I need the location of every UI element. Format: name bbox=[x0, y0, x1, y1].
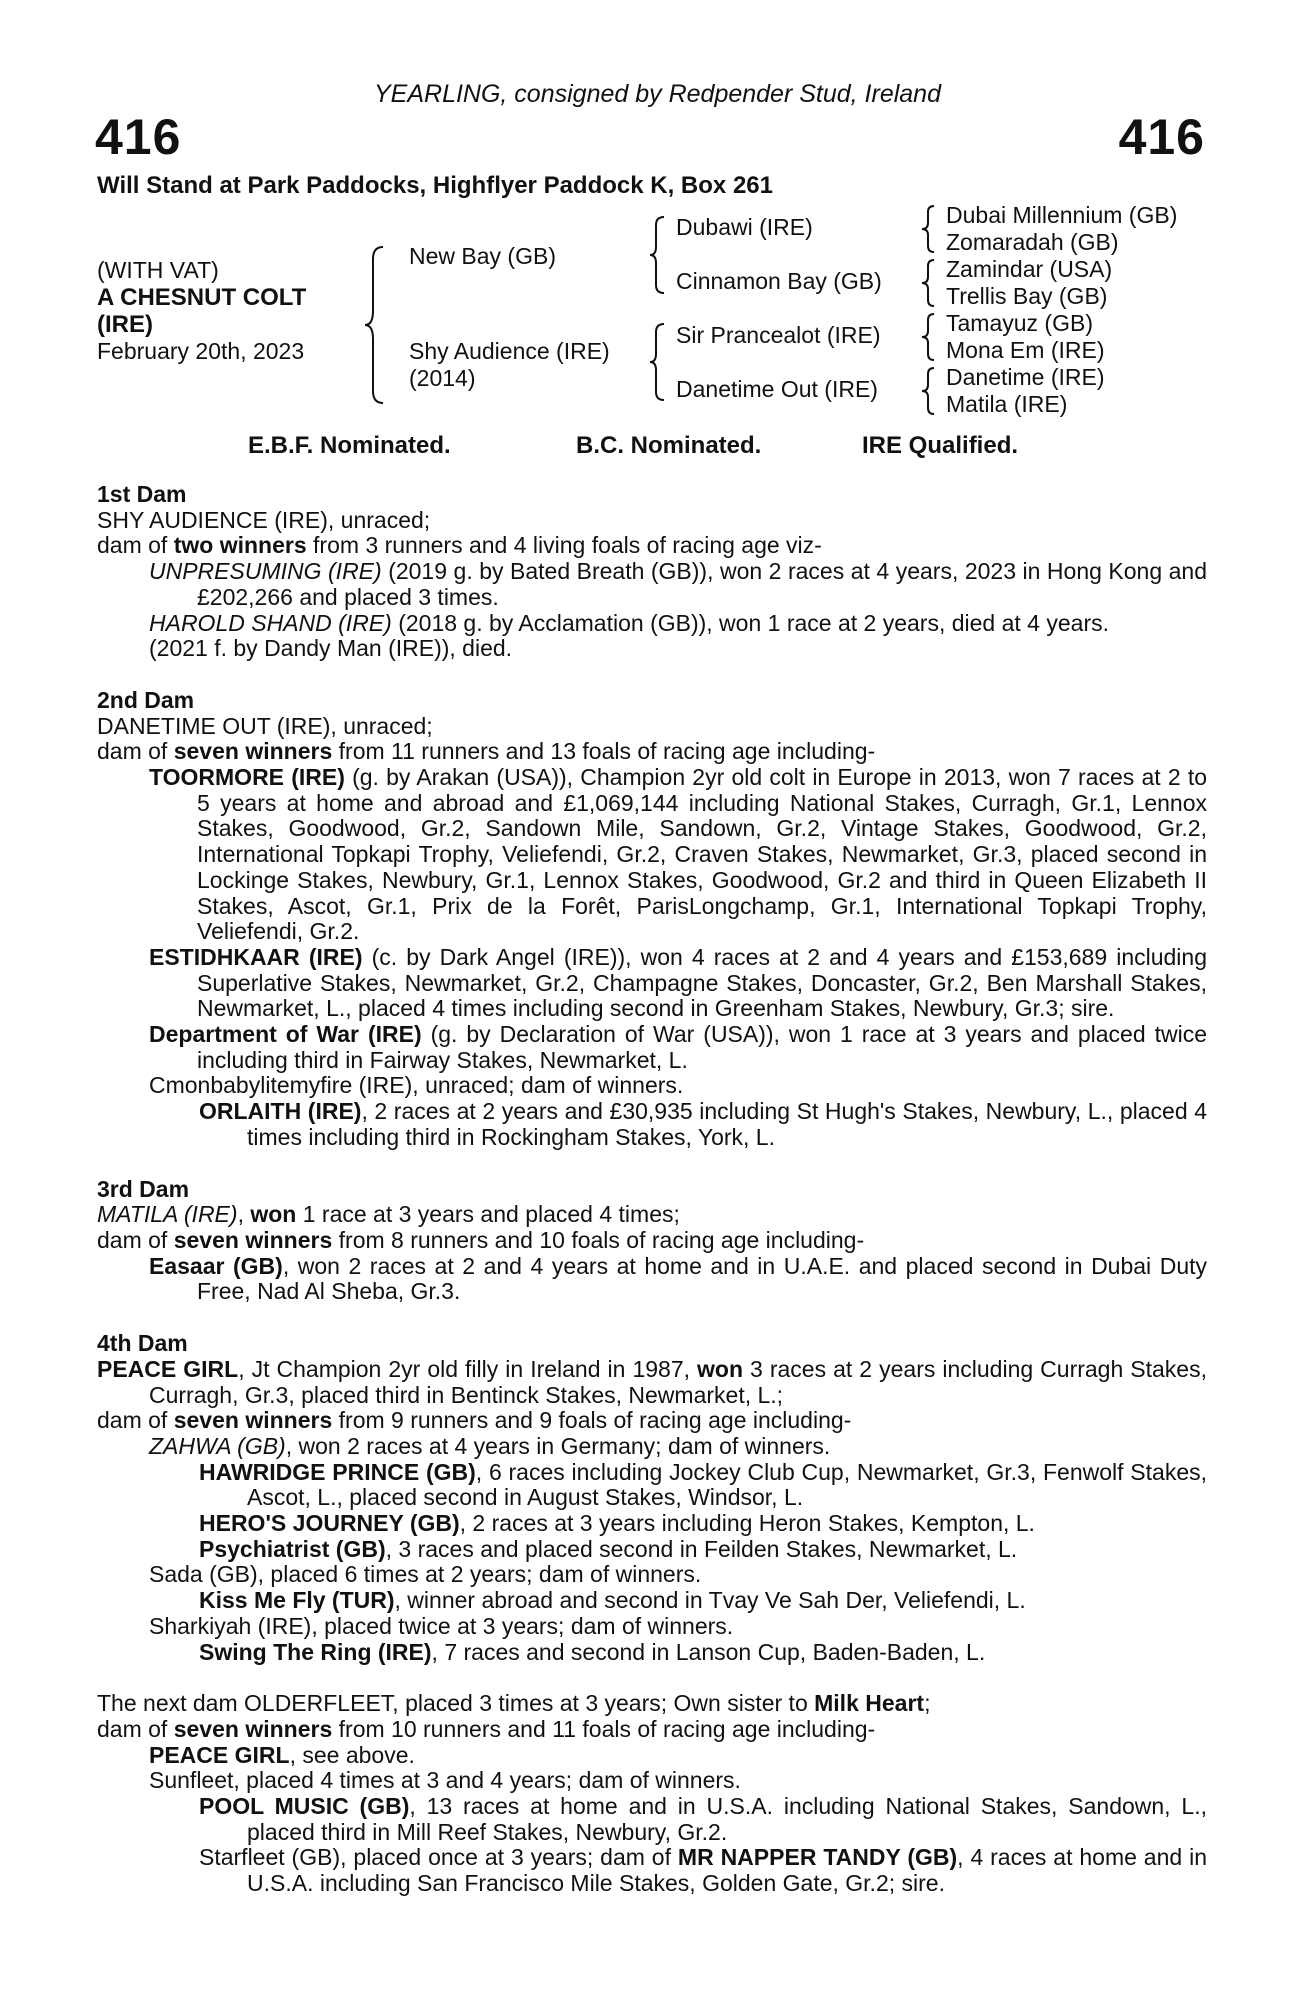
dam-dam: Danetime Out (IRE) bbox=[676, 376, 878, 402]
lot-number-left: 416 bbox=[95, 109, 182, 165]
sire: New Bay (GB) bbox=[409, 243, 556, 269]
next-dam-produce-summary: dam of seven winners from 10 runners and 11 foals of racing age including- bbox=[97, 1715, 876, 1742]
stand-location: Will Stand at Park Paddocks, Highflyer Paddock K, Box 261 bbox=[97, 172, 773, 199]
ssd: Zomaradah (GB) bbox=[946, 229, 1119, 255]
brace-dd bbox=[922, 366, 942, 416]
dam-sire: Sir Prancealot (IRE) bbox=[676, 322, 881, 348]
produce-estidhkaar: ESTIDHKAAR (IRE) (c. by Dark Angel (IRE)), won 4 races at 2 and 4 years and £153,689 including Superlative Stakes, Newmarket, Gr.2, Champagne Stakes, Doncaster, Gr.2, Ben Marshall Stakes, Newmarket, L., placed 4 times including second in Greenham Stakes, Newbury, Gr.3; sire. bbox=[149, 943, 1207, 1022]
produce-2021-filly: (2021 f. by Dandy Man (IRE)), died. bbox=[149, 635, 513, 662]
produce-sada: Sada (GB), placed 6 times at 2 years; dam of winners. bbox=[149, 1561, 702, 1588]
produce-peace-girl: PEACE GIRL, see above. bbox=[149, 1741, 415, 1768]
produce-easaar: Easaar (GB), won 2 races at 2 and 4 years at home and in U.A.E. and placed second in Dubai Duty Free, Nad Al Sheba, Gr.3. bbox=[149, 1252, 1207, 1305]
brace-dam bbox=[650, 322, 672, 402]
brace-sire bbox=[650, 215, 672, 295]
dam-line1: Shy Audience (IRE) bbox=[409, 338, 610, 364]
produce-sunfleet: Sunfleet, placed 4 times at 3 and 4 years; dam of winners. bbox=[149, 1767, 741, 1794]
second-dam-heading: 2nd Dam bbox=[97, 686, 195, 713]
produce-pool-music: POOL MUSIC (GB), 13 races at home and in U.S.A. including National Stakes, Sandown, L., placed third in Mill Reef Stakes, Newbury, Gr.2. bbox=[199, 1793, 1207, 1845]
fourth-dam-peace-girl: PEACE GIRL, Jt Champion 2yr old filly in Ireland in 1987, won 3 races at 2 years including Curragh Stakes, Curragh, Gr.3, placed third in Bentinck Stakes, Newmarket, L.; bbox=[97, 1355, 1207, 1408]
ddd: Matila (IRE) bbox=[946, 391, 1068, 417]
sdd: Trellis Bay (GB) bbox=[946, 283, 1108, 309]
produce-zahwa: ZAHWA (GB), won 2 races at 4 years in Germany; dam of winners. bbox=[149, 1432, 831, 1459]
lot-number-right: 416 bbox=[1118, 109, 1205, 165]
vat-note: (WITH VAT) bbox=[97, 257, 219, 283]
third-dam-heading: 3rd Dam bbox=[97, 1175, 190, 1202]
brace-main bbox=[365, 245, 395, 405]
produce-orlaith: ORLAITH (IRE), 2 races at 2 years and £30,935 including St Hugh's Stakes, Newbury, L., placed 4 times including third in Rockingham Stakes, York, L. bbox=[199, 1098, 1207, 1150]
brace-ds bbox=[922, 312, 942, 362]
sss: Dubai Millennium (GB) bbox=[946, 202, 1178, 228]
produce-harold-shand: HAROLD SHAND (IRE) (2018 g. by Acclamation (GB)), won 1 race at 2 years, died at 4 years. bbox=[149, 609, 1109, 636]
first-dam-heading: 1st Dam bbox=[97, 481, 187, 507]
dsd: Mona Em (IRE) bbox=[946, 337, 1105, 363]
sire-sire: Dubawi (IRE) bbox=[676, 214, 813, 240]
fourth-dam-heading: 4th Dam bbox=[97, 1330, 188, 1357]
next-dam-line: The next dam OLDERFLEET, placed 3 times at 3 years; Own sister to Milk Heart; bbox=[97, 1690, 931, 1717]
ire-qualified: IRE Qualified. bbox=[862, 432, 1019, 459]
produce-psychiatrist: Psychiatrist (GB), 3 races and placed second in Feilden Stakes, Newmarket, L. bbox=[199, 1535, 1018, 1562]
produce-cmonbabylitemyfire: Cmonbabylitemyfire (IRE), unraced; dam of winners. bbox=[149, 1072, 684, 1099]
fourth-dam-produce-summary: dam of seven winners from 9 runners and 9 foals of racing age including- bbox=[97, 1407, 852, 1434]
catalogue-body bbox=[97, 482, 1207, 1897]
third-dam-produce-summary: dam of seven winners from 8 runners and 10 foals of racing age including- bbox=[97, 1226, 865, 1253]
brace-ss bbox=[922, 204, 942, 254]
brace-sd bbox=[922, 258, 942, 308]
produce-toormore: TOORMORE (IRE) (g. by Arakan (USA)), Champion 2yr old colt in Europe in 2013, won 7 races at 2 to 5 years at home and abroad and £1,069,144 including National Stakes, Curragh, Gr.1, Lennox Stakes, Goodwood, Gr.2, Sandown Mile, Sandown, Gr.2, Vintage Stakes, Goodwood, Gr.2, International Topkapi Trophy, Veliefendi, Gr.2, Craven Stakes, Newmarket, Gr.3, placed second in Lockinge Stakes, Newbury, Gr.1, Lennox Stakes, Goodwood, Gr.2 and third in Queen Elizabeth II Stakes, Ascot, Gr.1, Prix de la Forêt, ParisLongchamp, Gr.1, International Topkapi Trophy, Veliefendi, Gr.2. bbox=[149, 764, 1207, 945]
sds: Zamindar (USA) bbox=[946, 256, 1113, 282]
foaling-date: February 20th, 2023 bbox=[97, 338, 305, 364]
produce-department-of-war: Department of War (IRE) (g. by Declaration of War (USA)), won 1 race at 3 years and placed twice including third in Fairway Stakes, Newmarket, L. bbox=[149, 1021, 1207, 1073]
first-dam-line: SHY AUDIENCE (IRE), unraced; bbox=[97, 506, 431, 533]
lot-name-line1: A CHESNUT COLT bbox=[97, 284, 307, 311]
produce-kiss-me-fly: Kiss Me Fly (TUR), winner abroad and second in Tvay Ve Sah Der, Veliefendi, L. bbox=[199, 1587, 1026, 1614]
first-dam-produce-summary: dam of two winners from 3 runners and 4 living foals of racing age viz- bbox=[97, 532, 822, 559]
ebf-nomination: E.B.F. Nominated. bbox=[248, 432, 451, 459]
consignment-line: YEARLING, consigned by Redpender Stud, Ireland bbox=[373, 80, 941, 108]
produce-sharkiyah: Sharkiyah (IRE), placed twice at 3 years; dam of winners. bbox=[149, 1612, 734, 1639]
bc-nomination: B.C. Nominated. bbox=[576, 432, 762, 459]
third-dam-line: MATILA (IRE), won 1 race at 3 years and placed 4 times; bbox=[97, 1201, 680, 1228]
produce-starfleet: Starfleet (GB), placed once at 3 years; dam of MR NAPPER TANDY (GB), 4 races at home and in U.S.A. including San Francisco Mile Stakes, Golden Gate, Gr.2; sire. bbox=[199, 1844, 1207, 1897]
second-dam-line: DANETIME OUT (IRE), unraced; bbox=[97, 712, 433, 739]
dds: Danetime (IRE) bbox=[946, 364, 1105, 390]
sire-dam: Cinnamon Bay (GB) bbox=[676, 268, 882, 294]
produce-hawridge-prince: HAWRIDGE PRINCE (GB), 6 races including Jockey Club Cup, Newmarket, Gr.3, Fenwolf Stakes, Ascot, L., placed second in August Stakes, Windsor, L. bbox=[199, 1458, 1207, 1511]
lot-name-line2: (IRE) bbox=[97, 311, 153, 338]
produce-swing-the-ring: Swing The Ring (IRE), 7 races and second in Lanson Cup, Baden-Baden, L. bbox=[199, 1638, 986, 1665]
dam-line2: (2014) bbox=[409, 365, 476, 391]
produce-heros-journey: HERO'S JOURNEY (GB), 2 races at 3 years including Heron Stakes, Kempton, L. bbox=[199, 1510, 1035, 1537]
second-dam-produce-summary: dam of seven winners from 11 runners and 13 foals of racing age including- bbox=[97, 738, 876, 765]
produce-unpresuming: UNPRESUMING (IRE) (2019 g. by Bated Breath (GB)), won 2 races at 4 years, 2023 in Hong Kong and £202,266 and placed 3 times. bbox=[149, 558, 1208, 610]
dss: Tamayuz (GB) bbox=[946, 310, 1093, 336]
